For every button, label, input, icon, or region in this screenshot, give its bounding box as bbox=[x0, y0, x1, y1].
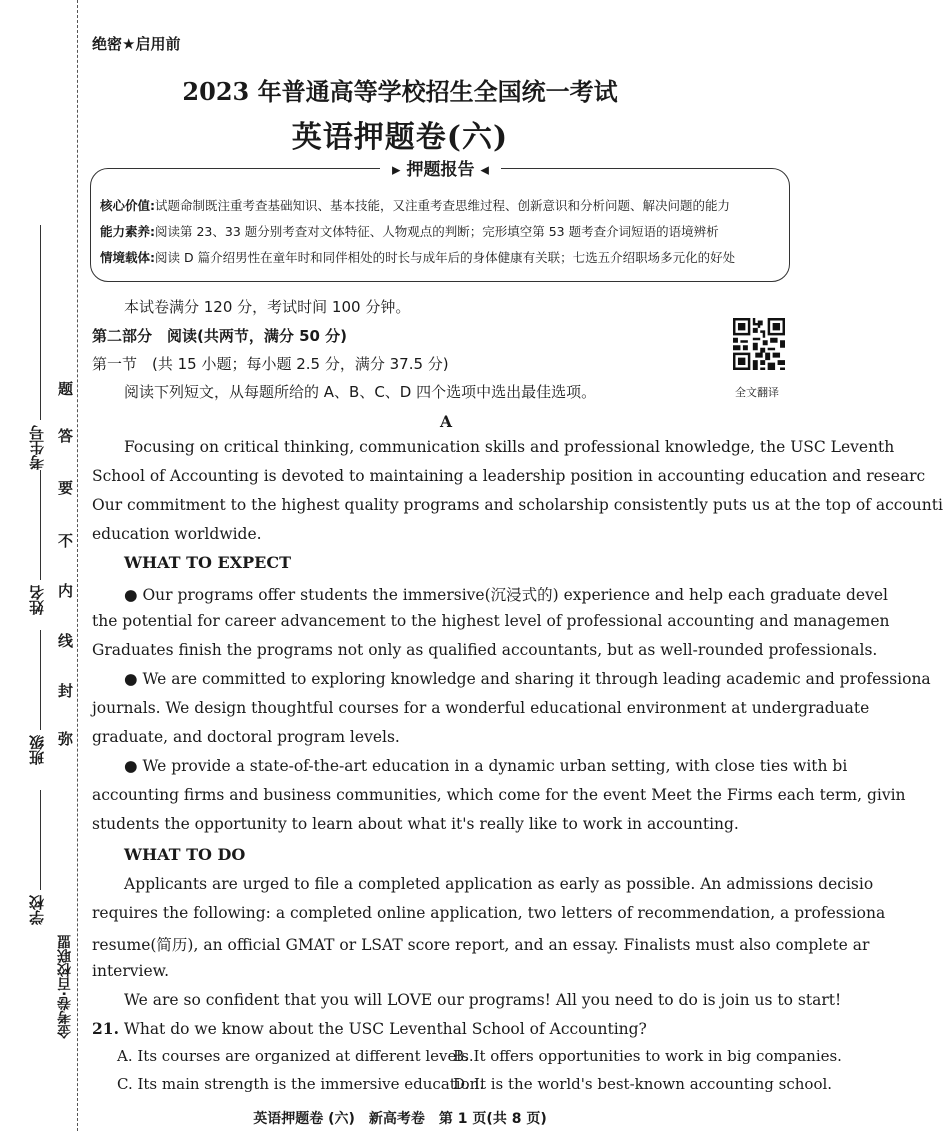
report-row: 能力素养:阅读第 23、33 题分别考查对文体特征、人物观点的判断；完形填空第 53 题考查介词短语的语境辨析 bbox=[100, 224, 719, 239]
triangle-right-icon: ▸ bbox=[392, 160, 407, 180]
option-a[interactable]: A. Its courses are organized at different levels. bbox=[117, 1047, 474, 1065]
secret-label: 绝密★启用前 bbox=[92, 35, 181, 53]
passage-line: journals. We design thoughtful courses for a wonderful educational environment at undergraduate bbox=[92, 699, 870, 717]
passage-line: interview. bbox=[92, 962, 169, 980]
question-number: 21. bbox=[92, 1019, 119, 1038]
passage-line: ● Our programs offer students the immersive(沉浸式的) experience and help each graduate devel bbox=[124, 586, 888, 604]
triangle-left-icon: ◂ bbox=[474, 160, 489, 180]
report-row: 核心价值:试题命制既注重考查基础知识、基本技能，又注重考查思维过程、创新意识和分析问题、解决问题的能力 bbox=[100, 198, 731, 213]
seal-char: 不 bbox=[58, 532, 74, 550]
option-b[interactable]: B. It offers opportunities to work in big companies. bbox=[453, 1047, 842, 1065]
seal-char: 弥 bbox=[58, 730, 74, 748]
qr-code-icon[interactable] bbox=[733, 318, 785, 370]
expect-heading: WHAT TO EXPECT bbox=[124, 553, 291, 572]
exam-title: 2023 年普通高等学校招生全国统一考试 bbox=[182, 77, 618, 106]
seal-char: 封 bbox=[58, 682, 74, 700]
option-d[interactable]: D. It is the world's best-known accounting school. bbox=[453, 1075, 833, 1093]
passage-line: Focusing on critical thinking, communication skills and professional knowledge, the USC Leventh bbox=[124, 438, 895, 456]
field-line-exam-number bbox=[40, 225, 41, 420]
passage-line: the potential for career advancement to the highest level of professional accounting and managemen bbox=[92, 612, 890, 630]
binding-dashed-line bbox=[77, 0, 78, 1131]
passage-line: requires the following: a completed online application, two letters of recommendation, a professiona bbox=[92, 904, 886, 922]
alliance-label: 金考卷·百校联盟 bbox=[57, 935, 73, 1039]
seal-char: 要 bbox=[58, 479, 74, 497]
passage-line: education worldwide. bbox=[92, 525, 262, 543]
field-label-class: 班级 bbox=[28, 735, 46, 765]
page-footer: 英语押题卷 (六) 新高考卷 第 1 页(共 8 页) bbox=[253, 1111, 547, 1127]
part-heading: 第二部分 阅读(共两节，满分 50 分) bbox=[92, 327, 348, 345]
passage-letter: A bbox=[440, 412, 453, 431]
question-stem: What do we know about the USC Leventhal School of Accounting? bbox=[123, 1020, 647, 1038]
passage-line: ● We are committed to exploring knowledge and sharing it through leading academic and professiona bbox=[124, 670, 931, 688]
seal-char: 内 bbox=[58, 582, 74, 600]
seal-char: 题 bbox=[58, 380, 74, 398]
qr-label: 全文翻译 bbox=[735, 386, 779, 399]
field-line-name bbox=[40, 470, 41, 580]
do-heading: WHAT TO DO bbox=[124, 845, 246, 864]
instruction-text: 阅读下列短文，从每题所给的 A、B、C、D 四个选项中选出最佳选项。 bbox=[124, 383, 597, 401]
section-heading: 第一节 (共 15 小题；每小题 2.5 分，满分 37.5 分) bbox=[92, 355, 449, 373]
seal-char: 答 bbox=[58, 427, 74, 445]
passage-line: School of Accounting is devoted to maintaining a leadership position in accounting education and researc bbox=[92, 467, 926, 485]
passage-line: accounting firms and business communities, which come for the event Meet the Firms each term, givin bbox=[92, 786, 906, 804]
passage-line: resume(简历), an official GMAT or LSAT score report, and an essay. Finalists must also complete ar bbox=[92, 936, 870, 954]
paper-subtitle: 英语押题卷(六) bbox=[291, 120, 509, 155]
passage-line: students the opportunity to learn about what it's really like to work in accounting. bbox=[92, 815, 739, 833]
option-c[interactable]: C. Its main strength is the immersive education. bbox=[117, 1075, 485, 1093]
seal-char: 线 bbox=[58, 632, 74, 650]
field-line-school bbox=[40, 790, 41, 890]
field-label-school: 学校 bbox=[28, 895, 46, 925]
passage-line: Graduates finish the programs not only as qualified accountants, but as well-rounded professionals. bbox=[92, 641, 878, 659]
report-heading: ▸ 押题报告 ◂ bbox=[380, 155, 501, 180]
report-row: 情境载体:阅读 D 篇介绍男性在童年时和同伴相处的时长与成年后的身体健康有关联；七选五介绍职场多元化的好处 bbox=[100, 250, 736, 265]
passage-line: ● We provide a state-of-the-art education in a dynamic urban setting, with close ties with bi bbox=[124, 757, 848, 775]
passage-line: We are so confident that you will LOVE our programs! All you need to do is join us to start! bbox=[124, 991, 842, 1009]
passage-line: Applicants are urged to file a completed application as early as possible. An admissions decisio bbox=[124, 875, 874, 893]
passage-line: graduate, and doctoral program levels. bbox=[92, 728, 400, 746]
passage-line: Our commitment to the highest quality programs and scholarship consistently puts us at the top of accounti bbox=[92, 496, 943, 514]
field-line-class bbox=[40, 630, 41, 730]
field-label-exam-number: 考生号 bbox=[28, 425, 46, 470]
score-line: 本试卷满分 120 分，考试时间 100 分钟。 bbox=[124, 298, 411, 316]
field-label-name: 姓名 bbox=[28, 585, 46, 615]
question-21 bbox=[92, 1019, 647, 1038]
